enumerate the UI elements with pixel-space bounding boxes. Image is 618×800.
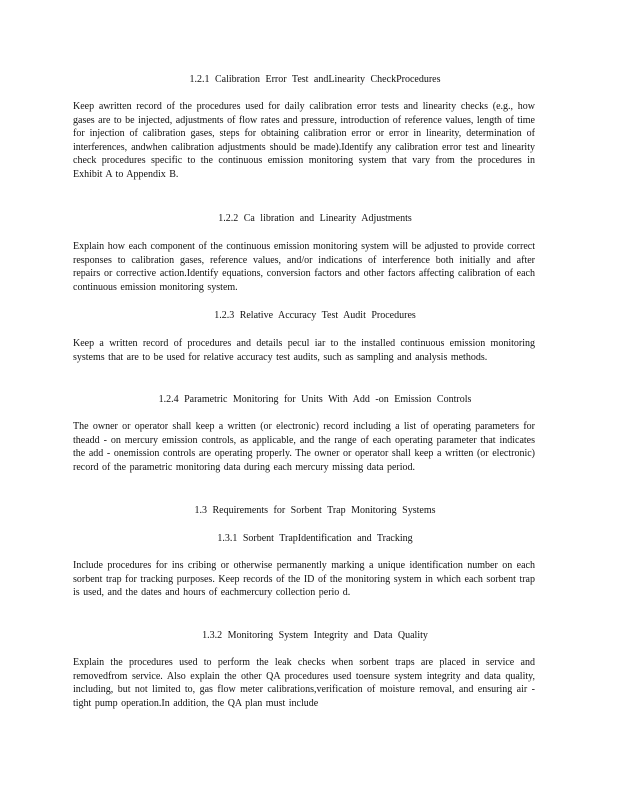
section-body-1-3-1: Include procedures for ins cribing or otherwise permanently marking a unique identification number on each sorbent trap for tracking purposes. Keep records of the ID of the monitoring system in which each sorbent trap is used, and the dates and hours of eachmercury collection perio d. (73, 560, 535, 599)
section-heading-1-2-1: 1.2.1 Calibration Error Test andLinearity CheckProcedures (189, 74, 441, 85)
section-body-1-2-3: Keep a written record of procedures and details pecul iar to the installed continuous emission monitoring systems that are to be used for relative accuracy test audits, such as sampling and analysis methods. (73, 338, 535, 363)
section-heading-1-3-1: 1.3.1 Sorbent TrapIdentification and Tracking (217, 533, 413, 544)
section-body-1-2-2: Explain how each component of the continuous emission monitoring system will be adjusted to provide correct responses to calibration gases, reference values, and/or indications of interference both initially and after repairs or corrective action.Identify equations, conversion factors and other factors affecting calibration of each continuous emission monitoring system. (73, 241, 535, 293)
section-heading-1-2-2: 1.2.2 Ca libration and Linearity Adjustments (218, 213, 412, 224)
section-heading-1-3: 1.3 Requirements for Sorbent Trap Monitoring Systems (194, 505, 436, 516)
section-heading-1-2-4: 1.2.4 Parametric Monitoring for Units With Add -on Emission Controls (158, 394, 472, 405)
section-body-1-2-1: Keep awritten record of the procedures used for daily calibration error tests and linearity checks (e.g., how gases are to be injected, adjustments of flow rates and pressure, introduction of reference values, length of time for injection of calibration gases, steps for obtaining calibration error or error in linearity, determination of interferences, andwhen calibration adjustments should be made).Identify any calibration error test and linearity check procedures specific to the continuous emission monitoring system that vary from the procedures in Exhibit A to Appendix B. (73, 101, 535, 180)
section-heading-1-2-3: 1.2.3 Relative Accuracy Test Audit Procedures (214, 310, 416, 321)
section-body-1-3-2: Explain the procedures used to perform the leak checks when sorbent traps are placed in service and removedfrom service. Also explain the other QA procedures used toensure system integrity and data quality, including, but not limited to, gas flow meter calibrations,verification of moisture removal, and ensuring air - tight pump operation.In addition, the QA plan must include (73, 657, 535, 709)
section-heading-1-3-2: 1.3.2 Monitoring System Integrity and Data Quality (202, 630, 428, 641)
section-body-1-2-4: The owner or operator shall keep a written (or electronic) record including a list of operating parameters for theadd - on mercury emission controls, as applicable, and the range of each operating parameter that indicates the add - onemission controls are operating properly. The owner or operator shall keep a written (or electronic) record of the parametric monitoring data during each mercury missing data period. (73, 421, 535, 473)
